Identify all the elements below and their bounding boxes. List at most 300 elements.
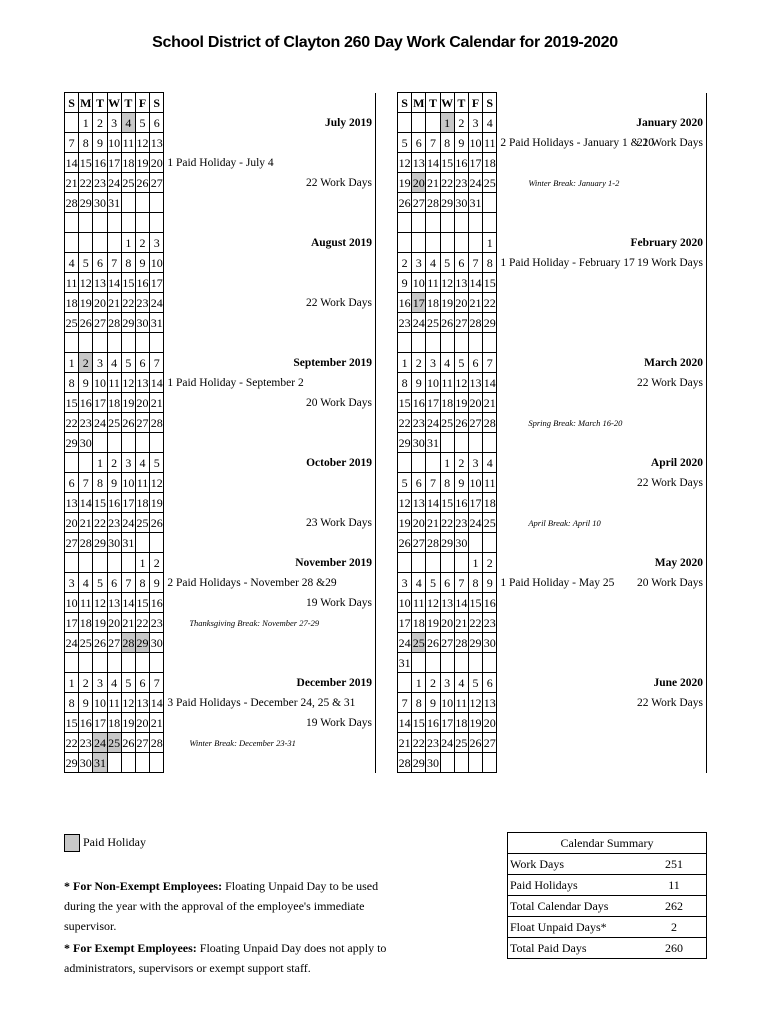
- day-cell: 7: [426, 473, 440, 493]
- summary-value: 251: [642, 854, 707, 875]
- day-cell: 1: [65, 353, 79, 373]
- day-cell: 16: [79, 713, 93, 733]
- day-cell: 7: [150, 353, 164, 373]
- holiday-note: 1 Paid Holiday - February 17: [500, 256, 635, 269]
- month-info-cell: [497, 713, 707, 733]
- day-cell: 2: [79, 353, 93, 373]
- day-cell: 11: [135, 473, 149, 493]
- work-days-count: 20 Work Days: [637, 576, 703, 589]
- calendar-right: [397, 92, 707, 773]
- day-cell: 29: [79, 193, 93, 213]
- day-cell: 8: [440, 473, 454, 493]
- month-info-cell: [497, 633, 707, 653]
- day-cell: 9: [79, 693, 93, 713]
- day-cell: 8: [440, 133, 454, 153]
- day-cell: 6: [135, 673, 149, 693]
- weekday-header: T: [93, 93, 107, 113]
- day-cell: 8: [65, 693, 79, 713]
- day-cell: 13: [440, 593, 454, 613]
- work-days-count: 19 Work Days: [306, 716, 372, 729]
- day-cell: 31: [121, 533, 135, 553]
- day-cell: [454, 433, 468, 453]
- work-days-count: 20 Work Days: [306, 396, 372, 409]
- day-cell: 28: [426, 193, 440, 213]
- day-cell: [65, 333, 79, 353]
- break-note: Winter Break: December 23-31: [189, 737, 296, 748]
- day-cell: 29: [93, 533, 107, 553]
- day-cell: 26: [468, 733, 482, 753]
- day-cell: 11: [79, 593, 93, 613]
- day-cell: 26: [121, 733, 135, 753]
- day-cell: 22: [121, 293, 135, 313]
- week-row: [65, 693, 376, 713]
- month-name: June 2020: [653, 676, 703, 689]
- day-cell: 20: [107, 613, 121, 633]
- week-row: [398, 353, 707, 373]
- day-cell: 26: [150, 513, 164, 533]
- day-cell: 26: [426, 633, 440, 653]
- day-cell: 23: [79, 413, 93, 433]
- day-cell: 12: [93, 593, 107, 613]
- day-cell: 22: [65, 733, 79, 753]
- week-row: [65, 633, 376, 653]
- week-row: [398, 553, 707, 573]
- day-cell: 9: [454, 473, 468, 493]
- month-info-cell: [497, 253, 707, 273]
- day-cell: 28: [398, 753, 412, 773]
- day-cell: 16: [412, 393, 426, 413]
- month-info-cell: [497, 413, 707, 433]
- day-cell: [483, 213, 497, 233]
- month-info-cell: [497, 193, 707, 213]
- calendar-summary: [507, 832, 707, 959]
- day-cell: 3: [150, 233, 164, 253]
- day-cell: [398, 453, 412, 473]
- day-cell: 22: [93, 513, 107, 533]
- day-cell: 4: [121, 113, 135, 133]
- day-cell: 9: [135, 253, 149, 273]
- day-cell: 22: [398, 413, 412, 433]
- day-cell: 6: [468, 353, 482, 373]
- day-cell: 10: [468, 133, 482, 153]
- month-info-cell: [497, 653, 707, 673]
- day-cell: 9: [412, 373, 426, 393]
- holiday-note: 1 Paid Holiday - September 2: [167, 376, 304, 389]
- day-cell: 27: [135, 733, 149, 753]
- week-row: [398, 653, 707, 673]
- day-cell: 12: [121, 693, 135, 713]
- day-cell: 10: [398, 593, 412, 613]
- day-cell: 19: [398, 173, 412, 193]
- day-cell: 22: [483, 293, 497, 313]
- day-cell: 15: [468, 593, 482, 613]
- day-cell: 30: [135, 313, 149, 333]
- day-cell: 14: [150, 373, 164, 393]
- day-cell: 23: [454, 173, 468, 193]
- week-row: [398, 753, 707, 773]
- work-days-count: 21 Work Days: [637, 136, 703, 149]
- week-row: [398, 533, 707, 553]
- day-cell: 26: [440, 313, 454, 333]
- day-cell: [440, 553, 454, 573]
- day-cell: 10: [93, 693, 107, 713]
- day-cell: 28: [107, 313, 121, 333]
- day-cell: 13: [454, 273, 468, 293]
- day-cell: 21: [468, 293, 482, 313]
- week-row: [65, 313, 376, 333]
- month-name: December 2019: [296, 676, 372, 689]
- day-cell: 1: [440, 453, 454, 473]
- day-cell: 17: [426, 393, 440, 413]
- day-cell: [107, 333, 121, 353]
- day-cell: 27: [150, 173, 164, 193]
- day-cell: [426, 233, 440, 253]
- day-cell: 29: [440, 533, 454, 553]
- day-cell: 2: [107, 453, 121, 473]
- month-info-cell: [164, 493, 376, 513]
- week-row: [65, 553, 376, 573]
- day-cell: 6: [135, 353, 149, 373]
- day-cell: 1: [121, 233, 135, 253]
- month-info-cell: [497, 733, 707, 753]
- day-cell: [65, 653, 79, 673]
- month-info-cell: [497, 753, 707, 773]
- day-cell: 29: [468, 633, 482, 653]
- month-title-cell: [164, 453, 376, 473]
- day-cell: 21: [65, 173, 79, 193]
- day-cell: 26: [454, 413, 468, 433]
- day-cell: [107, 233, 121, 253]
- day-cell: 11: [454, 693, 468, 713]
- week-row: [398, 253, 707, 273]
- month-info-cell: [164, 473, 376, 493]
- month-info-cell: [497, 473, 707, 493]
- day-cell: [454, 753, 468, 773]
- day-cell: 5: [135, 113, 149, 133]
- day-cell: [398, 333, 412, 353]
- day-cell: 19: [398, 513, 412, 533]
- day-cell: 10: [412, 273, 426, 293]
- day-cell: [93, 333, 107, 353]
- weekday-header: F: [468, 93, 482, 113]
- summary-value: 11: [642, 875, 707, 896]
- page-title: School District of Clayton 260 Day Work Calendar for 2019-2020: [152, 34, 618, 51]
- holiday-note: 2 Paid Holidays - November 28 &29: [167, 576, 337, 589]
- month-info-cell: [164, 193, 376, 213]
- day-cell: 17: [468, 153, 482, 173]
- day-cell: 14: [426, 493, 440, 513]
- summary-label: Paid Holidays: [508, 875, 643, 896]
- day-cell: 10: [150, 253, 164, 273]
- day-cell: 25: [121, 173, 135, 193]
- month-name: September 2019: [293, 356, 372, 369]
- month-name: October 2019: [306, 456, 372, 469]
- day-cell: 22: [440, 173, 454, 193]
- month-title-cell: [164, 553, 376, 573]
- day-cell: [468, 333, 482, 353]
- day-cell: 13: [483, 693, 497, 713]
- day-cell: 15: [65, 713, 79, 733]
- month-info-cell: [164, 373, 376, 393]
- week-row: [398, 133, 707, 153]
- day-cell: [135, 653, 149, 673]
- day-cell: 7: [483, 353, 497, 373]
- day-cell: 7: [468, 253, 482, 273]
- day-cell: 23: [135, 293, 149, 313]
- day-cell: 17: [468, 493, 482, 513]
- day-cell: 11: [483, 133, 497, 153]
- day-cell: 14: [121, 593, 135, 613]
- day-cell: [93, 233, 107, 253]
- day-cell: 22: [468, 613, 482, 633]
- day-cell: 9: [454, 133, 468, 153]
- day-cell: 16: [426, 713, 440, 733]
- month-info-cell: [164, 173, 376, 193]
- day-cell: 1: [483, 233, 497, 253]
- day-cell: 26: [398, 533, 412, 553]
- day-cell: 20: [93, 293, 107, 313]
- day-cell: 6: [150, 113, 164, 133]
- day-cell: 1: [65, 673, 79, 693]
- day-cell: [150, 213, 164, 233]
- week-row: [398, 113, 707, 133]
- week-row: [398, 593, 707, 613]
- day-cell: [440, 753, 454, 773]
- day-cell: 2: [150, 553, 164, 573]
- paid-holiday-swatch: [64, 834, 80, 852]
- week-row: [398, 213, 707, 233]
- day-cell: 30: [483, 633, 497, 653]
- day-cell: 31: [107, 193, 121, 213]
- day-cell: 19: [454, 393, 468, 413]
- day-cell: 27: [440, 633, 454, 653]
- week-row: [65, 193, 376, 213]
- day-cell: 20: [483, 713, 497, 733]
- month-info-cell: [497, 613, 707, 633]
- day-cell: [426, 653, 440, 673]
- day-cell: [412, 333, 426, 353]
- day-cell: [150, 193, 164, 213]
- day-cell: 9: [79, 373, 93, 393]
- day-cell: 6: [440, 573, 454, 593]
- day-cell: 11: [107, 373, 121, 393]
- day-cell: 6: [454, 253, 468, 273]
- day-cell: 2: [426, 673, 440, 693]
- day-cell: 4: [454, 673, 468, 693]
- day-cell: 4: [483, 453, 497, 473]
- work-days-count: 19 Work Days: [306, 596, 372, 609]
- day-cell: 13: [468, 373, 482, 393]
- day-cell: 11: [121, 133, 135, 153]
- week-row: [65, 453, 376, 473]
- work-days-count: 22 Work Days: [637, 696, 703, 709]
- day-cell: [107, 553, 121, 573]
- work-days-count: 22 Work Days: [306, 296, 372, 309]
- day-cell: 11: [426, 273, 440, 293]
- day-cell: 17: [93, 393, 107, 413]
- month-info-cell: [164, 613, 376, 633]
- day-cell: 13: [135, 693, 149, 713]
- day-cell: 18: [135, 493, 149, 513]
- week-row: [398, 413, 707, 433]
- month-info-cell: [497, 293, 707, 313]
- day-cell: 25: [107, 413, 121, 433]
- day-cell: 9: [107, 473, 121, 493]
- weekday-header: W: [107, 93, 121, 113]
- week-row: [398, 233, 707, 253]
- day-cell: 22: [65, 413, 79, 433]
- month-title-cell: [164, 353, 376, 373]
- day-cell: 5: [454, 353, 468, 373]
- day-cell: 5: [426, 573, 440, 593]
- day-cell: 29: [440, 193, 454, 213]
- day-cell: 3: [426, 353, 440, 373]
- day-cell: 10: [426, 373, 440, 393]
- day-cell: 27: [412, 533, 426, 553]
- month-name: November 2019: [295, 556, 372, 569]
- work-days-count: 23 Work Days: [306, 516, 372, 529]
- day-cell: 14: [426, 153, 440, 173]
- day-cell: 23: [107, 513, 121, 533]
- week-row: [65, 533, 376, 553]
- day-cell: 6: [412, 133, 426, 153]
- summary-value: 2: [642, 917, 707, 938]
- summary-value: 260: [642, 938, 707, 959]
- day-cell: [150, 653, 164, 673]
- month-info-cell: [164, 513, 376, 533]
- month-info-cell: [497, 493, 707, 513]
- day-cell: [107, 653, 121, 673]
- month-info-cell: [497, 373, 707, 393]
- day-cell: 22: [135, 613, 149, 633]
- month-info-cell: [497, 513, 707, 533]
- weekday-header: M: [79, 93, 93, 113]
- day-cell: 10: [65, 593, 79, 613]
- day-cell: 17: [440, 713, 454, 733]
- day-cell: 6: [412, 473, 426, 493]
- day-cell: 18: [107, 393, 121, 413]
- day-cell: 23: [412, 413, 426, 433]
- day-cell: 8: [93, 473, 107, 493]
- day-cell: 2: [79, 673, 93, 693]
- day-cell: 11: [65, 273, 79, 293]
- day-cell: 24: [426, 413, 440, 433]
- day-cell: [454, 553, 468, 573]
- day-cell: 28: [150, 413, 164, 433]
- day-cell: 5: [121, 353, 135, 373]
- footnote-non-exempt-heading: * For Non-Exempt Employees:: [64, 879, 223, 893]
- day-cell: 30: [412, 433, 426, 453]
- day-cell: [483, 653, 497, 673]
- day-cell: 5: [398, 473, 412, 493]
- day-cell: 27: [454, 313, 468, 333]
- day-cell: 18: [107, 713, 121, 733]
- day-cell: 8: [79, 133, 93, 153]
- week-row: [65, 613, 376, 633]
- day-cell: [93, 553, 107, 573]
- day-cell: 15: [483, 273, 497, 293]
- day-cell: 25: [135, 513, 149, 533]
- weekday-header: S: [398, 93, 412, 113]
- week-row: [65, 733, 376, 753]
- day-cell: 7: [107, 253, 121, 273]
- day-cell: 20: [135, 393, 149, 413]
- day-cell: 27: [65, 533, 79, 553]
- day-cell: 3: [412, 253, 426, 273]
- day-cell: 29: [135, 633, 149, 653]
- day-cell: 27: [135, 413, 149, 433]
- month-name: August 2019: [310, 236, 372, 249]
- day-cell: 19: [79, 293, 93, 313]
- week-row: [398, 453, 707, 473]
- month-info-cell: [164, 213, 376, 233]
- month-info-cell: [164, 573, 376, 593]
- month-name: May 2020: [654, 556, 703, 569]
- day-cell: [65, 453, 79, 473]
- day-cell: 3: [121, 453, 135, 473]
- day-cell: 16: [483, 593, 497, 613]
- day-cell: [398, 233, 412, 253]
- summary-row: [508, 917, 707, 938]
- day-cell: 29: [121, 313, 135, 333]
- day-cell: 17: [65, 613, 79, 633]
- month-info-cell: [164, 693, 376, 713]
- day-cell: 9: [426, 693, 440, 713]
- day-cell: [440, 333, 454, 353]
- day-cell: 5: [121, 673, 135, 693]
- day-cell: [398, 113, 412, 133]
- day-cell: 4: [107, 353, 121, 373]
- month-info-cell: [164, 313, 376, 333]
- day-cell: 9: [93, 133, 107, 153]
- day-cell: 7: [150, 673, 164, 693]
- holiday-note: 1 Paid Holiday - May 25: [500, 576, 615, 589]
- day-cell: [121, 753, 135, 773]
- day-cell: 28: [121, 633, 135, 653]
- day-cell: 2: [93, 113, 107, 133]
- day-cell: 25: [454, 733, 468, 753]
- day-cell: [79, 553, 93, 573]
- day-cell: [79, 213, 93, 233]
- month-info-cell: [164, 433, 376, 453]
- week-row: [398, 333, 707, 353]
- week-row: [398, 273, 707, 293]
- day-cell: 15: [440, 493, 454, 513]
- month-info-cell: [164, 533, 376, 553]
- day-cell: [468, 433, 482, 453]
- day-cell: 30: [93, 193, 107, 213]
- day-cell: [150, 433, 164, 453]
- day-cell: 14: [483, 373, 497, 393]
- header-spacer: [497, 93, 707, 113]
- week-row: [398, 633, 707, 653]
- month-title-cell: [497, 233, 707, 253]
- day-cell: 2: [135, 233, 149, 253]
- day-cell: 28: [483, 413, 497, 433]
- week-row: [65, 173, 376, 193]
- day-cell: 24: [468, 513, 482, 533]
- day-cell: 13: [65, 493, 79, 513]
- day-cell: 1: [79, 113, 93, 133]
- day-cell: [65, 113, 79, 133]
- day-cell: 19: [121, 393, 135, 413]
- day-cell: 13: [412, 493, 426, 513]
- day-cell: 15: [440, 153, 454, 173]
- week-row: [65, 353, 376, 373]
- month-info-cell: [497, 273, 707, 293]
- day-cell: 21: [79, 513, 93, 533]
- day-cell: 24: [93, 733, 107, 753]
